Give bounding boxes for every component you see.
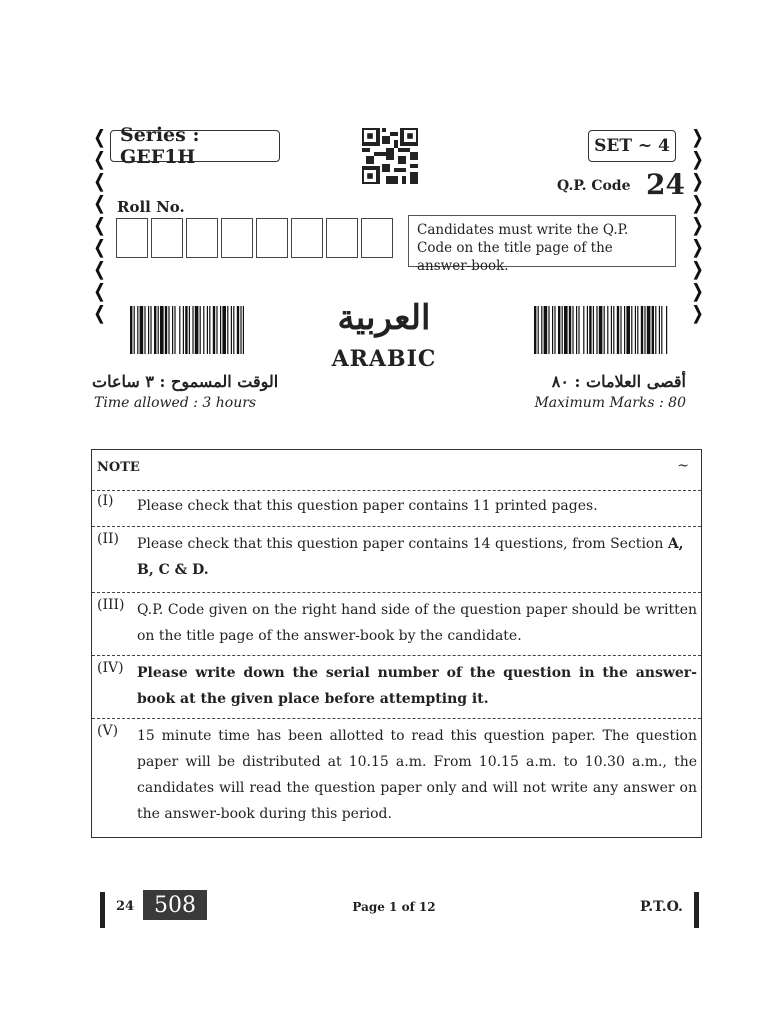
- tilde-mark: ~: [677, 458, 689, 474]
- note-item-text: Q.P. Code given on the right hand side of the question paper should be written on the title page of the answer-book by the candidate.: [137, 602, 697, 644]
- subject-title-arabic: العربية: [337, 298, 431, 338]
- note-item: [92, 526, 701, 590]
- roll-digit-box[interactable]: [186, 218, 218, 258]
- qp-code-label: Q.P. Code: [557, 178, 631, 194]
- note-heading: NOTE: [97, 460, 140, 475]
- roll-digit-box[interactable]: [221, 218, 253, 258]
- roll-digit-box[interactable]: [151, 218, 183, 258]
- page-number: Page 1 of 12: [352, 900, 436, 914]
- note-item: [92, 655, 701, 717]
- note-item: [92, 592, 701, 654]
- note-box: [91, 449, 702, 838]
- left-border-marks: ❬ ❬ ❬ ❬ ❬ ❬ ❬ ❬ ❬: [92, 127, 108, 324]
- roll-no-boxes[interactable]: [116, 218, 396, 258]
- right-border-marks: ❭ ❭ ❭ ❭ ❭ ❭ ❭ ❭ ❭: [690, 127, 706, 324]
- maximum-marks: Maximum Marks : 80: [534, 395, 686, 411]
- time-allowed-arabic: الوقت المسموح : ٣ ساعات: [92, 372, 279, 391]
- roll-digit-box[interactable]: [116, 218, 148, 258]
- roll-digit-box[interactable]: [361, 218, 393, 258]
- qr-code-icon: [362, 128, 418, 184]
- roll-digit-box[interactable]: [326, 218, 358, 258]
- qp-code-value: 24: [646, 168, 685, 201]
- footer-right-bar: [694, 892, 699, 928]
- pto-label: P.T.O.: [640, 899, 683, 915]
- maximum-marks-arabic: أقصى العلامات : ٨٠: [551, 372, 686, 391]
- roll-digit-box[interactable]: [256, 218, 288, 258]
- note-item-number: (IV): [97, 660, 124, 676]
- roll-no-label: Roll No.: [117, 198, 185, 216]
- paper-code-box: 508: [143, 890, 207, 920]
- note-item-number: (II): [97, 531, 119, 547]
- note-item-number: (I): [97, 493, 114, 509]
- note-item: [92, 490, 701, 526]
- set-label: SET ~ 4: [588, 130, 676, 162]
- paper-code-small: 24: [116, 899, 135, 914]
- note-item-number: (V): [97, 723, 119, 739]
- note-item-text: 15 minute time has been allotted to read this question paper. The question paper will be distributed at 10.15 a.m. From 10.15 a.m. to 10.30 a.m., the candidates will read the question paper only and will not write any answer on the answer-book during this period.: [137, 728, 697, 822]
- series-label: Series : GEF1H: [110, 130, 280, 162]
- roll-digit-box[interactable]: [291, 218, 323, 258]
- note-item-text: Please check that this question paper contains 11 printed pages.: [137, 498, 598, 514]
- candidate-instruction: Candidates must write the Q.P. Code on the title page of the answer-book.: [408, 215, 676, 267]
- note-item-number: (III): [97, 597, 125, 613]
- subject-title-english: ARABIC: [331, 346, 437, 372]
- note-item-text: Please check that this question paper contains 14 questions, from Section A, B, C & D.: [137, 536, 684, 578]
- time-allowed: Time allowed : 3 hours: [94, 395, 257, 411]
- note-item: [92, 718, 701, 836]
- note-item-text: Please write down the serial number of the question in the answer-book at the given place before attempting it.: [137, 665, 697, 707]
